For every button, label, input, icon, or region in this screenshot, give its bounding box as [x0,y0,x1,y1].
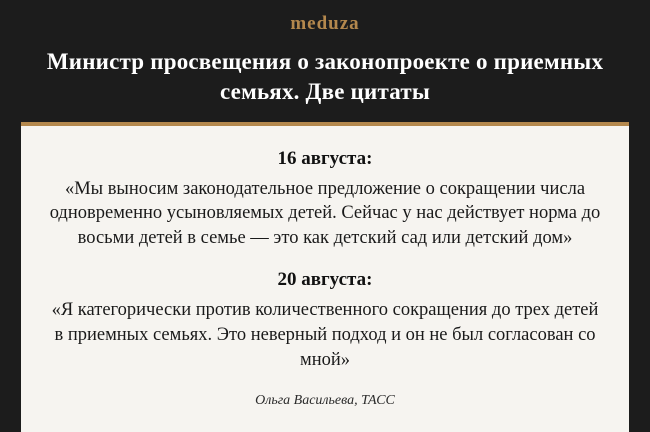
quote-text: «Мы выносим законодательное предложение о сокращении числа одновременно усыновляемых детей. Сейчас у нас действует норма до восьми детей в семье — это как детский сад или детский дом» [49,178,601,249]
quote-text: «Я категорически против количественного сокращения до трех детей в приемных семьях. Это неверный подход и он не был согласован со мной» [51,300,599,371]
meduza-logo [290,14,359,33]
page-title: Министр просвещения о законопроекте о приемных семьях. Две цитаты [46,49,604,105]
quote-date: 20 августа: [277,269,373,291]
quote-block [45,148,605,252]
quotes-panel [21,122,629,432]
quote-block [45,269,605,373]
quote-attribution: Ольга Васильева, ТАСС [255,393,395,409]
meduza-logo-text: meduza [290,13,360,34]
quote-date: 16 августа: [277,147,373,169]
